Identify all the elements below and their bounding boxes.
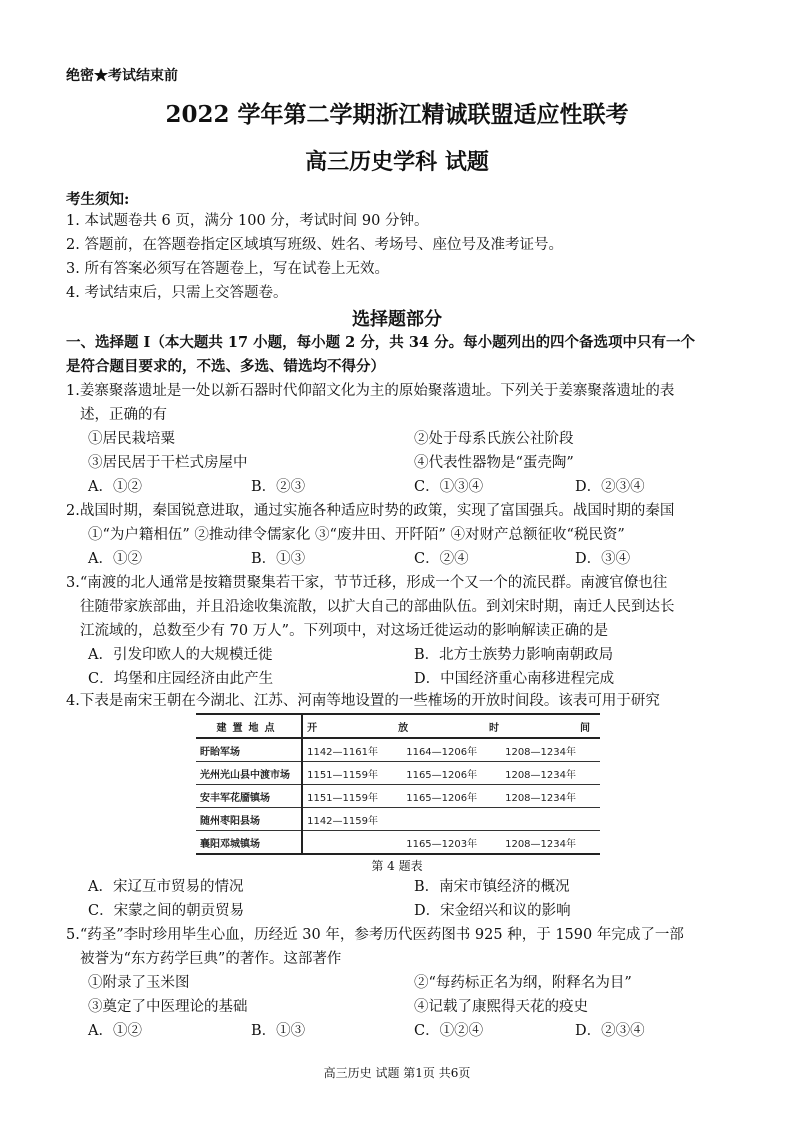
statement: ①附录了玉米图 [88,975,190,991]
table-cell: 盱眙军场 [196,738,302,762]
question-3-stem: 往随带家族部曲，并且沿途收集流散，以扩大自己的部曲队伍。到刘宋时期，南迁人民到达长 [80,599,675,615]
table-header-char: 时 [489,722,506,734]
table-cell: 1142—1161年 [302,738,402,762]
option-a: A．①② [88,551,142,567]
table-cell: 1142—1159年 [302,808,402,831]
notice-item: 4. 考试结束后，只需上交答题卷。 [66,285,288,301]
table-cell: 1208—1234年 [501,738,600,762]
option-a: A．宋辽互市贸易的情况 [88,879,244,895]
table-cell: 1165—1206年 [402,762,501,785]
table-header-char: 开 [307,722,324,734]
table-header-row [196,714,600,738]
table-cell [501,808,600,831]
section-intro: 是符合题目要求的，不选、多选、错选均不得分） [66,358,385,375]
option-b: B．①③ [251,551,306,567]
table-caption: 第 4 题表 [371,859,423,873]
table-cell [302,831,402,855]
statement: ④记载了康熙得天花的疫史 [414,999,588,1015]
exam-subtitle: 高三历史学科 试题 [305,149,489,175]
option-b: B．南宋市镇经济的概况 [414,879,570,895]
table-header-char: 间 [580,722,596,734]
statement: ③居民居于干栏式房屋中 [88,455,248,471]
option-d: D．②③④ [575,479,645,495]
option-b: B．②③ [251,479,306,495]
table-cell: 随州枣阳县场 [196,808,302,831]
statement: ③奠定了中医理论的基础 [88,999,248,1015]
option-c: C．①②④ [414,1023,484,1039]
question-1-stem: 述，正确的有 [80,407,167,423]
question-2-statements: ①“为户籍相伍” ②推动律令儒家化 ③“废井田、开阡陌” ④对财产总额征收“税民资” [88,527,625,543]
table-row [196,785,600,808]
market-opening-table [196,713,600,855]
table-cell: 1208—1234年 [501,785,600,808]
table-cell: 1164—1206年 [402,738,501,762]
question-5-stem: 被誉为“东方药学巨典”的著作。这部著作 [80,951,342,967]
option-d: D．中国经济重心南移进程完成 [414,671,615,687]
option-c: C．②④ [414,551,469,567]
table-header: 建置地点 [196,714,302,738]
table-cell: 1165—1206年 [402,785,501,808]
statement: ②“每药标正名为纲，附释名为目” [414,975,632,991]
table-cell: 1208—1234年 [501,762,600,785]
option-c: C．坞堡和庄园经济由此产生 [88,671,274,687]
option-a: A．①② [88,479,142,495]
notice-item: 2. 答题前，在答题卷指定区域填写班级、姓名、考场号、座位号及准考证号。 [66,237,563,253]
table-row [196,831,600,855]
section-title: 选择题部分 [352,309,442,330]
table-header-char: 放 [398,722,415,734]
option-d: D．②③④ [575,1023,645,1039]
section-intro: 一、选择题 I（本大题共 17 小题，每小题 2 分，共 34 分。每小题列出的四个备选项中只有一个 [66,334,696,351]
option-d: D．③④ [575,551,631,567]
table-row [196,762,600,785]
statement: ④代表性器物是“蛋壳陶” [414,455,574,471]
option-b: B．北方士族势力影响南朝政局 [414,647,614,663]
table-cell: 光州光山县中渡市场 [196,762,302,785]
statement: ②处于母系氏族公社阶段 [414,431,574,447]
question-5-stem: 5.“药圣”李时珍用毕生心血，历经近 30 年，参考历代医药图书 925 种，于 1590 年完成了一部 [66,927,684,943]
option-c: C．①③④ [414,479,484,495]
notice-item: 1. 本试题卷共 6 页，满分 100 分，考试时间 90 分钟。 [66,213,429,229]
table-header [302,714,600,738]
option-b: B．①③ [251,1023,306,1039]
table-cell: 襄阳邓城镇场 [196,831,302,855]
option-c: C．宋蒙之间的朝贡贸易 [88,903,245,919]
question-4-stem: 4.下表是南宋王朝在今湖北、江苏、河南等地设置的一些榷场的开放时间段。该表可用于研究 [66,693,660,709]
question-2-stem: 2.战国时期，秦国锐意进取，通过实施各种适应时势的政策，实现了富国强兵。战国时期的秦国 [66,503,675,519]
statement: ①居民栽培粟 [88,431,175,447]
table-cell: 1151—1159年 [302,785,402,808]
confidential-mark: 绝密★考试结束前 [66,68,178,84]
table-cell: 1151—1159年 [302,762,402,785]
question-3-stem: 3.“南渡的北人通常是按籍贯聚集若干家，节节迁移，形成一个又一个的流民群。南渡官僚也往 [66,575,668,591]
notice-item: 3. 所有答案必须写在答题卷上，写在试卷上无效。 [66,261,389,277]
option-d: D．宋金绍兴和议的影响 [414,903,571,919]
option-a: A．①② [88,1023,142,1039]
question-3-stem: 江流域的，总数至少有 70 万人”。下列项中，对这场迁徙运动的影响解读正确的是 [80,623,609,639]
notice-heading: 考生须知: [66,191,130,208]
exam-title: 2022 学年第二学期浙江精诚联盟适应性联考 [165,101,629,128]
table-cell: 1208—1234年 [501,831,600,855]
table-cell [402,808,501,831]
question-1-stem: 1.姜寨聚落遗址是一处以新石器时代仰韶文化为主的原始聚落遗址。下列关于姜寨聚落遗址的表 [66,383,675,399]
page-footer: 高三历史 试题 第1页 共6页 [323,1066,471,1080]
table-row [196,738,600,762]
option-a: A．引发印欧人的大规模迁徙 [88,647,273,663]
table-row [196,808,600,831]
table-cell: 1165—1203年 [402,831,501,855]
table-cell: 安丰军花靥镇场 [196,785,302,808]
